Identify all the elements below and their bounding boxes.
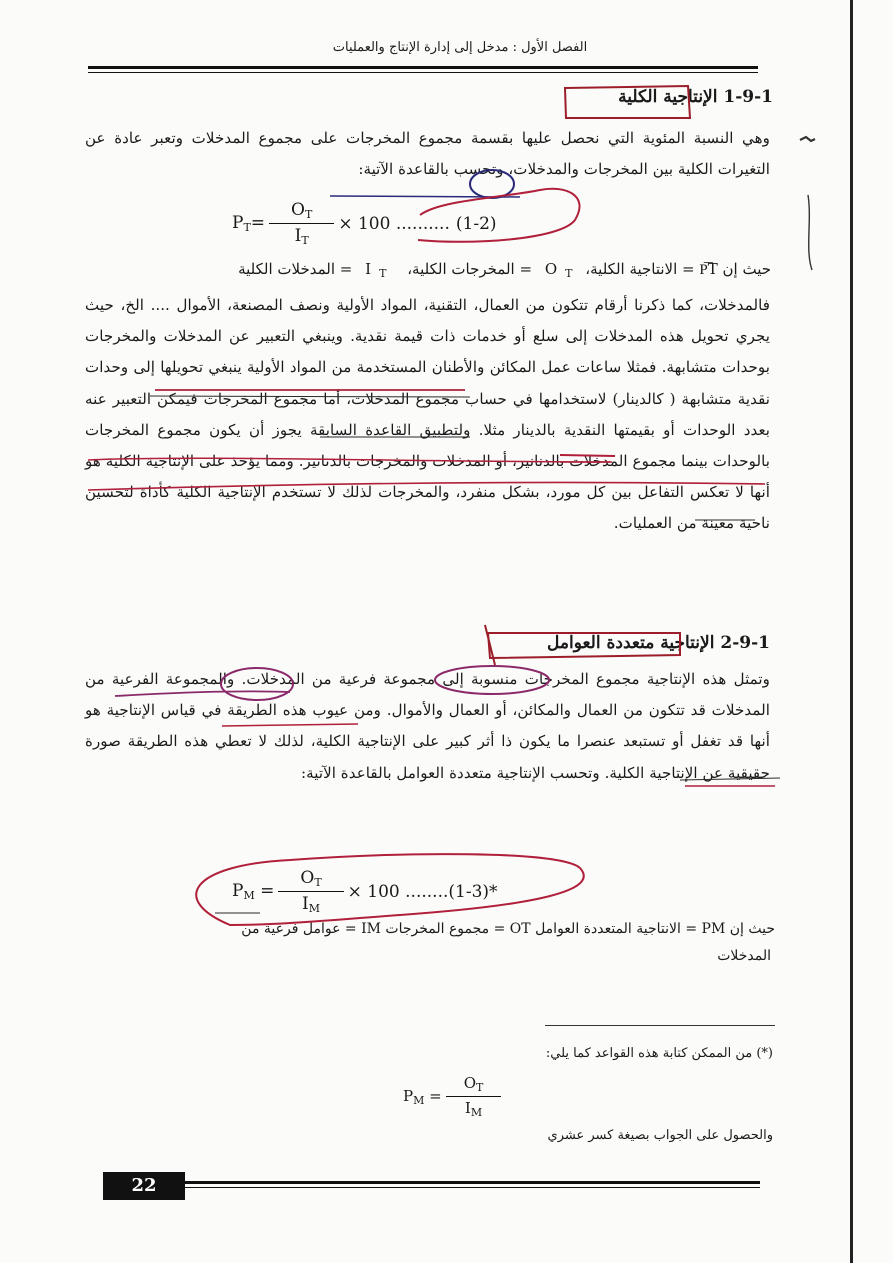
formula-2-definitions-line2: المدخلات bbox=[717, 948, 771, 964]
section-1-number: 1-9-1 bbox=[723, 87, 773, 107]
section-1-body: فالمدخلات، كما ذكرنا أرقام تتكون من العمال، التقنية، المواد الأولية ونصف المصنعة، الأموال .... الخ، حيث يجري تحويل هذه المدخلات إلى سلع أو خدمات ذات قيمة نقدية. وينبغي التعبير عن المدخلات والمخرجات بوحدات متشابهة. فمثلا ساعات عمل المكائن والأطنان المستخدمة من المواد الأولية ينبغي تحويلها إلى وحدات نقدية متشابهة ( كالدينار) لاستخدامها في حساب مجموع المدخلات، أما مجموع المخرجات فيمكن التعبير عنه بعدد الوحدات أو بقيمتها النقدية بالدينار مثلا. ولتطبيق القاعدة السابقة يجوز أن يكون مجموع المخرجات بالوحدات بينما مجموع المدخلات بالدنانير، أو المدخلات والمخرجات بالدنانير. ومما يؤخذ على الإنتاجية الكلية هو أنها لا تعكس التفاعل بين كل مورد، بشكل منفرد، والمخرجات لذلك لا تستخدم الإنتاجية الكلية كأداة لتحسين ناحية معينة من العمليات. bbox=[85, 296, 770, 533]
footer-rule-thin bbox=[185, 1187, 760, 1188]
section-1-heading bbox=[618, 87, 773, 107]
formula-2-multiplier: × 100 ........ bbox=[347, 881, 449, 902]
formula-2-lhs: $P_M$ = bbox=[232, 881, 275, 902]
formula-1-multiplier: × 100 .......... bbox=[338, 213, 450, 234]
footnote-after: والحصول على الجواب بصيغة كسر عشري bbox=[547, 1128, 773, 1143]
formula-1-lhs: $P_T=$ bbox=[232, 213, 266, 234]
formula-multifactor-productivity bbox=[232, 868, 498, 915]
formula-2-eq-number: (1-3)* bbox=[448, 881, 498, 902]
section-2-heading bbox=[547, 633, 770, 653]
footnote-text: (*) من الممكن كتابة هذه القواعد كما يلي: bbox=[545, 1046, 773, 1061]
page-edge bbox=[850, 0, 853, 1263]
footnote-separator bbox=[545, 1025, 775, 1026]
formula-1-eq-number: (1-2) bbox=[455, 213, 497, 234]
header-rule-thin bbox=[88, 72, 758, 73]
formula-2-fraction: $\frac{O_T}{I_M}$ bbox=[278, 868, 343, 915]
section-1-intro: وهي النسبة المئوية التي نحصل عليها بقسمة مجموع المخرجات على مجموع المدخلات وتعبر عادة عن التغيرات الكلية بين المخرجات والمدخلات، وتحسب بالقاعدة الآتية: bbox=[85, 129, 770, 179]
formula-total-productivity bbox=[232, 200, 497, 247]
formula-1-fraction: $\frac{O_T}{I_T}$ bbox=[269, 200, 334, 247]
page-number: 22 bbox=[103, 1172, 185, 1200]
formula-1-definitions: حيث إن P͞T = الانتاجية الكلية، O $_T$ = المخرجات الكلية، I $_T$ = المدخلات الكلية bbox=[238, 260, 771, 280]
section-1-title: الإنتاجية الكلية bbox=[618, 87, 718, 107]
header-rule-thick bbox=[88, 66, 758, 69]
footnote-formula: $P_M$ = $\frac{O_T}{I_M}$ bbox=[403, 1074, 505, 1119]
section-2-title: الإنتاجية متعددة العوامل bbox=[546, 633, 715, 653]
section-2-body: وتمثل هذه الإنتاجية مجموع المخرجات منسوبة إلى مجموعة فرعية من المدخلات. والمجموعة الفرعية من المدخلات قد تتكون من العمال والمكائن، أو العمال والأموال. ومن عيوب هذه الطريقة في قياس الإنتاجية هو أنها قد تغفل أو تستبعد عنصرا ما يكون ذا أثر كبير على الإنتاجية الكلية، لذلك لا تعطي هذه الطريقة صورة حقيقية عن الإنتاجية الكلية. وتحسب الإنتاجية متعددة العوامل بالقاعدة الآتية: bbox=[85, 670, 770, 782]
running-header: الفصل الأول : مدخل إلى إدارة الإنتاج والعمليات bbox=[332, 40, 588, 55]
footer-rule bbox=[185, 1181, 760, 1184]
section-2-number: 2-9-1 bbox=[720, 633, 770, 653]
formula-2-definitions-line1: حيث إن P͏M = الانتاجية المتعددة العوامل O͏T = مجموع المخرجات I͏M = عوامل فرعية من bbox=[241, 921, 775, 937]
